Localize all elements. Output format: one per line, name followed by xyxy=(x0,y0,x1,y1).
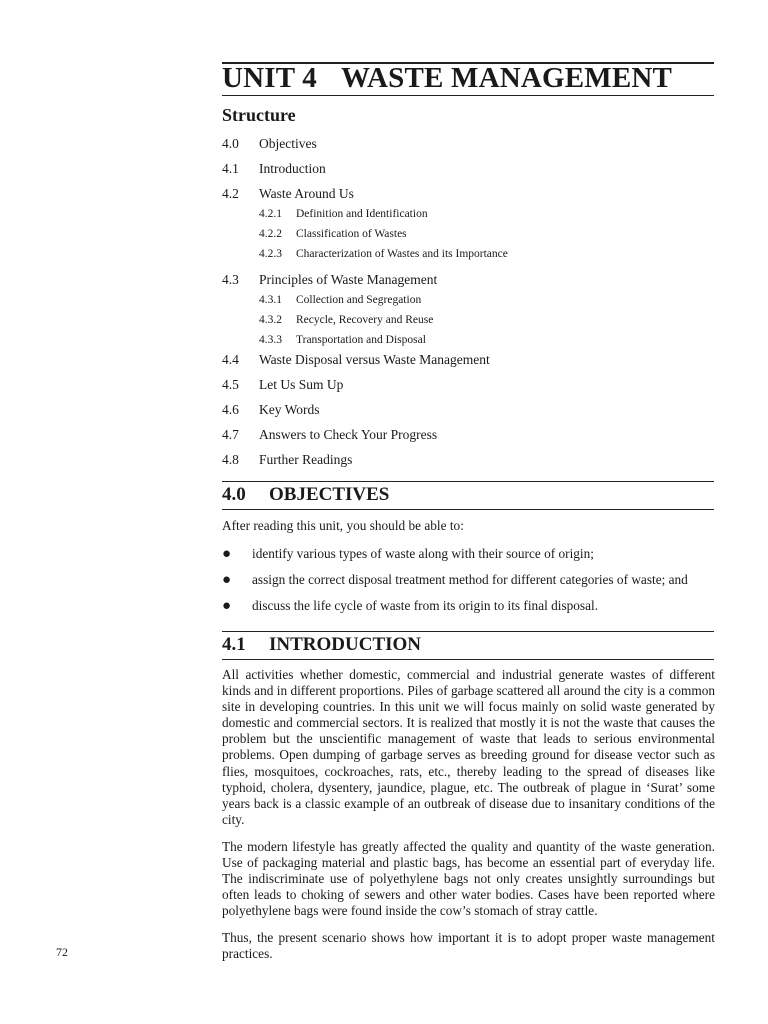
toc-label: Characterization of Wastes and its Importance xyxy=(296,248,508,260)
toc-label: Collection and Segregation xyxy=(296,294,422,306)
toc-subitem xyxy=(259,332,426,348)
unit-number: UNIT 4 xyxy=(222,62,317,94)
unit-title xyxy=(222,60,672,96)
toc-number: 4.4 xyxy=(222,352,239,367)
toc-number: 4.3.2 xyxy=(259,314,282,326)
toc-label: Waste Around Us xyxy=(259,186,354,201)
page-number: 72 xyxy=(56,945,68,959)
toc-number: 4.3 xyxy=(222,272,239,287)
toc-item xyxy=(222,160,326,178)
toc-item xyxy=(222,401,320,419)
introduction-paragraph: The modern lifestyle has greatly affected the quality and quantity of the waste generation. Use of packaging material and plastic bags, has become an essential part of everyday life. The indiscriminate use of polyethylene bags not only creates unsightly surroundings but often leads to choking of sewers and other water bodies. Cases have been reported where polyethylene bags were found inside the cow’s stomach of stray cattle. xyxy=(222,839,715,919)
objectives-heading xyxy=(222,482,389,508)
structure-heading: Structure xyxy=(222,105,296,125)
toc-number: 4.8 xyxy=(222,452,239,467)
toc-number: 4.2.1 xyxy=(259,208,282,220)
toc-subitem xyxy=(259,226,407,242)
toc-label: Classification of Wastes xyxy=(296,228,407,240)
toc-subitem xyxy=(259,292,421,308)
toc-item xyxy=(222,135,317,153)
toc-number: 4.2.3 xyxy=(259,248,282,260)
toc-number: 4.3.3 xyxy=(259,334,282,346)
bullet-icon: ● xyxy=(222,598,232,614)
toc-number: 4.3.1 xyxy=(259,294,282,306)
section-number: 4.0 xyxy=(222,484,246,505)
toc-label: Introduction xyxy=(259,161,326,176)
section-title: OBJECTIVES xyxy=(269,484,390,505)
toc-label: Definition and Identification xyxy=(296,208,428,220)
introduction-paragraph: All activities whether domestic, commercial and industrial generate wastes of different kinds and in different proportions. Piles of garbage scattered all around the city is a common site in developing countries. In this unit we will focus mainly on solid waste generated by domestic and commercial sectors. It is realized that mostly it is not the waste that causes the problem but the unscientific management of waste that leads to serious environmental problems. Open dumping of garbage serves as breeding ground for disease vector such as flies, mosquitoes, cockroaches, rats, etc., thereby leading to the spread of diseases like typhoid, cholera, dysentery, jaundice, plague, etc. The outbreak of plague in ‘Surat’ some years back is a classic example of an outbreak of disease due to insanitary conditions of the city. xyxy=(222,667,715,827)
toc-number: 4.6 xyxy=(222,402,239,417)
objectives-intro: After reading this unit, you should be able to: xyxy=(222,518,464,533)
objective-bullet xyxy=(222,545,715,563)
toc-item xyxy=(222,376,343,394)
toc-number: 4.0 xyxy=(222,136,239,151)
bullet-icon: ● xyxy=(222,572,232,588)
toc-label: Further Readings xyxy=(259,452,353,467)
toc-subitem xyxy=(259,312,433,328)
objective-bullet xyxy=(222,571,715,589)
section-title: INTRODUCTION xyxy=(269,634,422,655)
toc-subitem xyxy=(259,206,428,222)
toc-label: Key Words xyxy=(259,402,320,417)
toc-label: Let Us Sum Up xyxy=(259,377,344,392)
toc-item xyxy=(222,271,437,289)
bullet-text: assign the correct disposal treatment method for different categories of waste; and xyxy=(252,572,688,587)
toc-number: 4.5 xyxy=(222,377,239,392)
toc-item xyxy=(222,451,352,469)
toc-number: 4.1 xyxy=(222,161,239,176)
toc-subitem xyxy=(259,246,508,262)
toc-number: 4.2.2 xyxy=(259,228,282,240)
toc-label: Waste Disposal versus Waste Management xyxy=(259,352,490,367)
bullet-text: discuss the life cycle of waste from its origin to its final disposal. xyxy=(252,598,599,613)
title-underline xyxy=(222,95,714,96)
introduction-bottom-rule xyxy=(222,659,714,660)
toc-label: Answers to Check Your Progress xyxy=(259,427,438,442)
bullet-text: identify various types of waste along with their source of origin; xyxy=(252,546,594,561)
section-number: 4.1 xyxy=(222,634,246,655)
toc-item xyxy=(222,185,354,203)
objectives-bottom-rule xyxy=(222,509,714,510)
toc-item xyxy=(222,426,437,444)
toc-label: Objectives xyxy=(259,136,317,151)
toc-number: 4.2 xyxy=(222,186,239,201)
toc-number: 4.7 xyxy=(222,427,239,442)
unit-title-text: WASTE MANAGEMENT xyxy=(341,62,673,94)
toc-label: Transportation and Disposal xyxy=(296,334,426,346)
toc-label: Recycle, Recovery and Reuse xyxy=(296,314,434,326)
introduction-paragraph: Thus, the present scenario shows how important it is to adopt proper waste management practices. xyxy=(222,930,715,962)
toc-item xyxy=(222,351,490,369)
objective-bullet xyxy=(222,597,715,615)
introduction-heading xyxy=(222,632,421,658)
toc-label: Principles of Waste Management xyxy=(259,272,438,287)
bullet-icon: ● xyxy=(222,546,232,562)
